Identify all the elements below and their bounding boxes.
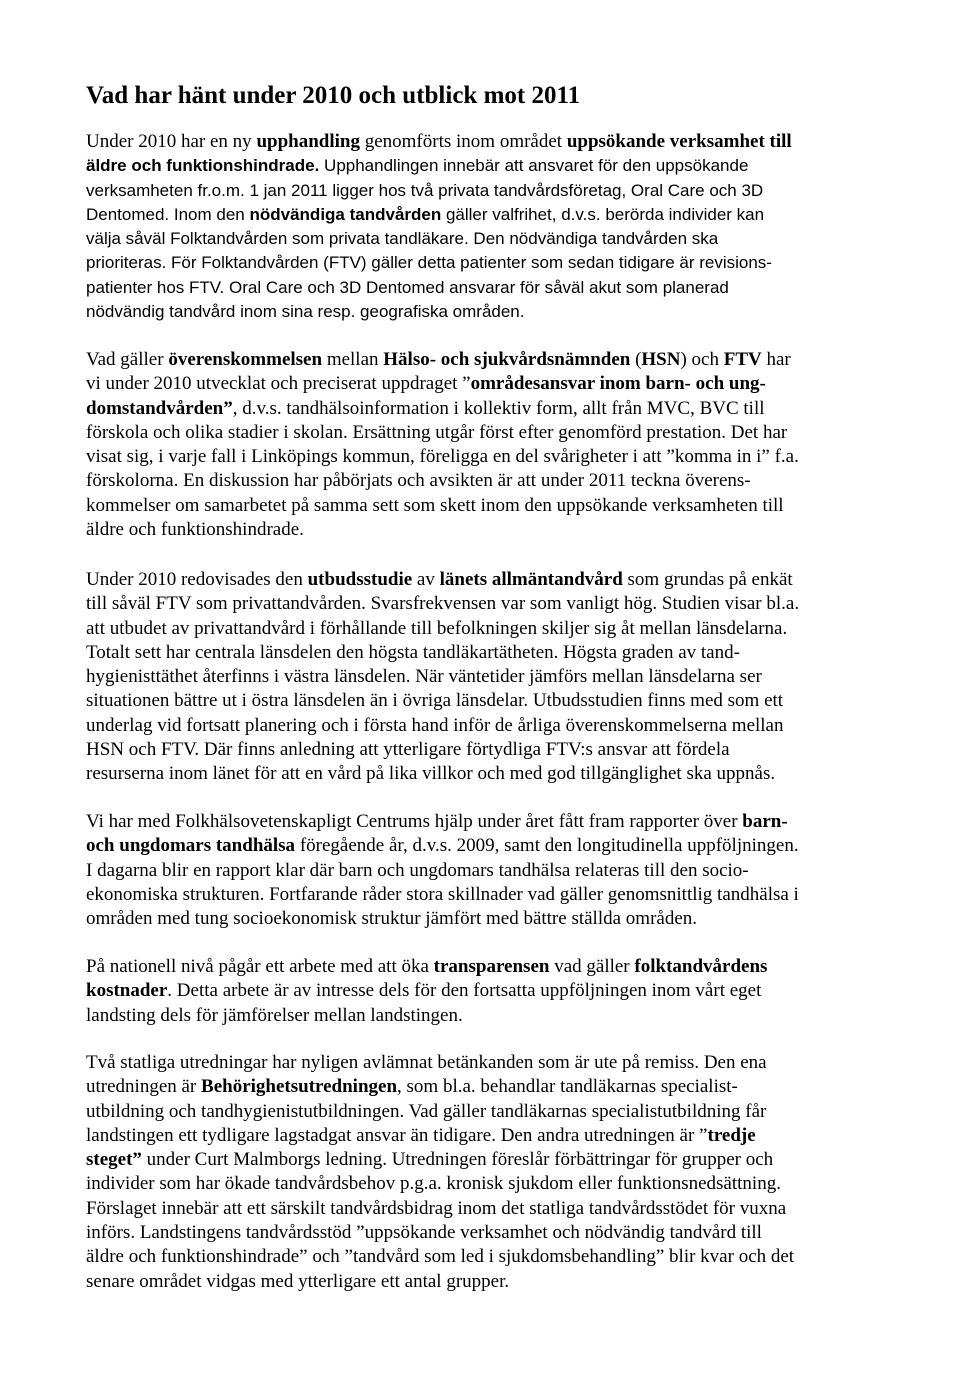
- text-run: mellan: [322, 349, 384, 370]
- text-line: [86, 421, 799, 445]
- text-line: [86, 665, 799, 689]
- text-run: att utbudet av privattandvård i förhållande till befolkningen skiljer sig åt mellan länsdelarna.: [86, 617, 788, 639]
- text-run: äldre och funktionshindrade.: [86, 519, 304, 541]
- bold-text: äldre och funktionshindrade.: [86, 156, 320, 176]
- text-line: [86, 227, 792, 251]
- text-line: [86, 738, 799, 762]
- bold-text: HSN: [641, 349, 681, 370]
- text-run: HSN och FTV. Där finns anledning att ytterligare förtydliga FTV:s ansvar att fördela: [86, 739, 730, 761]
- paragraph: [86, 955, 767, 1028]
- paragraph: [86, 810, 799, 931]
- text-run: av: [412, 569, 440, 590]
- bold-text: och ungdomars tandhälsa: [86, 835, 296, 857]
- text-line: [86, 907, 799, 931]
- bold-text: steget”: [86, 1149, 142, 1171]
- text-run: som grundas på enkät: [622, 569, 793, 590]
- text-line: [86, 859, 799, 883]
- bold-text: Hälso- och sjukvårdsnämnden: [383, 349, 631, 370]
- bold-text: tredje: [707, 1124, 756, 1146]
- text-run: Totalt sett har centrala länsdelen den högsta tandläkartätheten. Högsta graden av tand-: [86, 641, 740, 663]
- text-line: [86, 1100, 794, 1124]
- text-run: utbildning och tandhygienistutbildningen. Vad gäller tandläkarnas specialistutbildning får: [86, 1100, 767, 1122]
- text-run: visat sig, i varje fall i Linköpings kommun, föreligga en del svårigheter i att ”komma in i” f.a.: [86, 446, 799, 468]
- text-run: äldre och funktionshindrade” och ”tandvård som led i sjukdomsbehandling” blir kvar och det: [86, 1246, 795, 1268]
- text-run: På nationell nivå pågår ett arbete med att öka: [86, 956, 434, 977]
- text-run: prioriteras. För Folktandvården (FTV) gäller detta patienter som sedan tidigare är revisions-: [86, 253, 772, 273]
- text-line: [86, 641, 799, 665]
- text-run: nödvändig tandvård inom sina resp. geografiska områden.: [86, 302, 525, 322]
- text-line: [86, 1270, 794, 1294]
- text-run: senare området vidgas med ytterligare ett antal grupper.: [86, 1270, 510, 1292]
- text-run: föregående år, d.v.s. 2009, samt den longitudinella uppföljningen.: [295, 835, 799, 857]
- text-line: [86, 1004, 767, 1028]
- text-line: [86, 1172, 794, 1196]
- bold-text: överenskommelsen: [168, 349, 323, 370]
- text-line: [86, 883, 799, 907]
- text-run: Under 2010 har en ny: [86, 131, 257, 152]
- bold-text: länets allmäntandvård: [439, 569, 623, 590]
- bold-text: domstandvården”: [86, 397, 233, 419]
- text-run: Upphandlingen innebär att ansvaret för den uppsökande: [319, 156, 749, 176]
- text-run: verksamheten fr.o.m. 1 jan 2011 ligger hos två privata tandvårdsföretag, Oral Care och 3D: [86, 180, 764, 200]
- text-line: [86, 1051, 794, 1075]
- text-line: [86, 617, 799, 641]
- text-line: [86, 445, 799, 469]
- text-run: till såväl FTV som privattandvården. Svarsfrekvensen var som vanligt hög. Studien visar bl.a.: [86, 593, 800, 615]
- text-line: [86, 203, 792, 227]
- bold-text: upphandling: [256, 131, 360, 152]
- text-run: landsting dels för jämförelser mellan landstingen.: [86, 1004, 463, 1026]
- text-line: [86, 1221, 794, 1245]
- text-line: [86, 469, 799, 493]
- text-line: [86, 1075, 794, 1099]
- text-line: [86, 397, 799, 421]
- text-line: [86, 179, 792, 203]
- text-run: kommelser om samarbetet på samma sett som skett inom den uppsökande verksamheten till: [86, 494, 784, 516]
- text-line: [86, 372, 799, 396]
- text-run: ) och: [680, 349, 724, 370]
- text-run: situationen bättre ut i östra länsdelen än i övriga länsdelar. Utbudsstudien finns med som ett: [86, 690, 784, 712]
- bold-text: transparensen: [433, 956, 550, 977]
- text-run: patienter hos FTV. Oral Care och 3D Dentomed ansvarar för såväl akut som planerad: [86, 277, 729, 297]
- text-run: underlag vid fortsatt planering och i första hand inför de årliga överenskommelserna mellan: [86, 714, 784, 736]
- paragraph: [86, 130, 792, 324]
- text-run: individer som har ökade tandvårdsbehov p.g.a. kronisk sjukdom eller funktionsnedsättning.: [86, 1173, 781, 1195]
- text-run: resurserna inom länet för att en vård på lika villkor och med god tillgänglighet ska uppnås.: [86, 763, 776, 785]
- bold-text: utbudsstudie: [307, 569, 413, 590]
- text-line: [86, 1197, 794, 1221]
- text-line: [86, 689, 799, 713]
- bold-text: barn-: [742, 811, 788, 832]
- text-run: förskolorna. En diskussion har påbörjats och avsikten är att under 2011 teckna överens-: [86, 470, 751, 492]
- text-line: [86, 955, 767, 979]
- text-run: välja såväl Folktandvården som privata tandläkare. Den nödvändiga tandvården ska: [86, 229, 719, 249]
- text-run: Dentomed. Inom den: [86, 204, 250, 224]
- text-line: [86, 154, 792, 178]
- text-line: [86, 300, 792, 324]
- paragraph: [86, 1051, 794, 1294]
- text-run: Två statliga utredningar har nyligen avlämnat betänkanden som är ute på remiss. Den ena: [86, 1052, 767, 1073]
- text-line: [86, 494, 799, 518]
- text-run: under Curt Malmborgs ledning. Utredningen föreslår förbättringar för grupper och: [141, 1149, 774, 1171]
- text-run: ekonomiska strukturen. Fortfarande råder stora skillnader vad gäller genomsnittlig tandhälsa i: [86, 883, 799, 905]
- text-run: genomförts inom området: [359, 131, 567, 152]
- bold-text: Behörighetsutredningen: [201, 1076, 398, 1098]
- text-line: [86, 810, 799, 834]
- text-run: . Detta arbete är av intresse dels för den fortsatta uppföljningen inom vårt eget: [167, 980, 762, 1002]
- bold-text: folktandvårdens: [634, 956, 768, 977]
- text-run: Vi har med Folkhälsovetenskapligt Centrums hjälp under året fått fram rapporter över: [86, 811, 743, 832]
- text-line: [86, 348, 799, 372]
- text-run: Förslaget innebär att ett särskilt tandvårdsbidrag inom det statliga tandvårdsstödet för vuxna: [86, 1197, 787, 1219]
- bold-text: områdesansvar inom barn- och ung-: [470, 373, 766, 395]
- paragraph: [86, 348, 799, 542]
- text-line: [86, 762, 799, 786]
- text-line: [86, 251, 792, 275]
- text-run: Under 2010 redovisades den: [86, 569, 308, 590]
- page-title: Vad har hänt under 2010 och utblick mot 2011: [86, 82, 581, 109]
- text-line: [86, 1148, 794, 1172]
- text-line: [86, 714, 799, 738]
- text-line: [86, 1245, 794, 1269]
- bold-text: FTV: [723, 349, 762, 370]
- text-run: områden med tung socioekonomisk struktur jämfört med bättre ställda områden.: [86, 908, 698, 930]
- text-run: utredningen är: [86, 1076, 202, 1098]
- bold-text: nödvändiga tandvården: [249, 204, 442, 224]
- text-run: I dagarna blir en rapport klar där barn och ungdomars tandhälsa relateras till den socio-: [86, 859, 749, 881]
- text-line: [86, 518, 799, 542]
- text-run: vad gäller: [549, 956, 635, 977]
- paragraph: [86, 568, 799, 787]
- text-line: [86, 979, 767, 1003]
- text-run: har: [761, 349, 791, 370]
- text-run: Vad gäller: [86, 349, 169, 370]
- text-line: [86, 276, 792, 300]
- text-run: , som bl.a. behandlar tandläkarnas specialist-: [397, 1076, 738, 1098]
- bold-text: uppsökande verksamhet till: [566, 131, 792, 152]
- text-run: (: [630, 349, 642, 370]
- text-run: , d.v.s. tandhälsoinformation i kollektiv form, allt från MVC, BVC till: [232, 397, 765, 419]
- text-run: hygienisttäthet återfinns i västra länsdelen. När väntetider jämförs mellan länsdelarna ser: [86, 666, 762, 688]
- text-run: landstingen ett tydligare lagstadgat ansvar än tidigare. Den andra utredningen är ”: [86, 1124, 708, 1146]
- text-run: vi under 2010 utvecklat och preciserat uppdraget ”: [86, 373, 471, 395]
- text-line: [86, 1124, 794, 1148]
- text-line: [86, 130, 792, 154]
- text-run: införs. Landstingens tandvårdsstöd ”uppsökande verksamhet och nödvändig tandvård till: [86, 1222, 762, 1244]
- text-run: gäller valfrihet, d.v.s. berörda individer kan: [441, 204, 765, 224]
- text-line: [86, 592, 799, 616]
- text-line: [86, 568, 799, 592]
- bold-text: kostnader: [86, 980, 168, 1002]
- text-line: [86, 834, 799, 858]
- text-run: förskola och olika stadier i skolan. Ersättning utgår först efter genomförd prestation. Det har: [86, 421, 788, 443]
